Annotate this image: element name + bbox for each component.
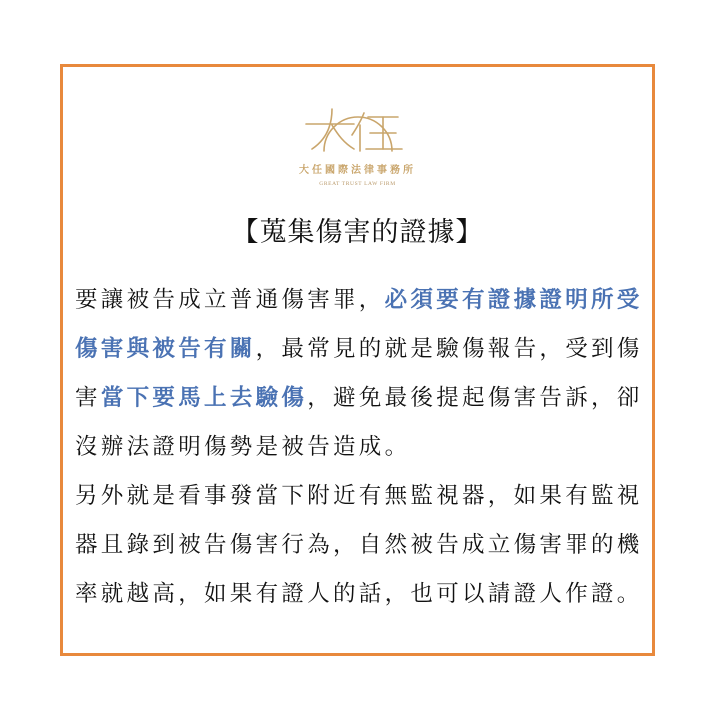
firm-name-chinese: 大任國際法律事務所 — [299, 165, 416, 176]
paragraph-text: ，避免最後提起傷害告訴，卻沒辦法證明傷勢是被告造成。 — [75, 385, 643, 460]
firm-logo — [63, 89, 652, 187]
highlight-text: 當下要馬上去驗傷 — [100, 385, 308, 411]
paragraph-text: 要讓被告成立普通傷害罪， — [75, 287, 385, 313]
great-trust-logo-icon — [302, 89, 414, 159]
firm-name-english: GREAT TRUST LAW FIRM — [319, 181, 396, 187]
paragraph-evidence — [75, 276, 643, 472]
paragraph-cctv-witness: 另外就是看事發當下附近有無監視器，如果有監視器且錄到被告傷害行為，自然被告成立傷害罪的機率就越高，如果有證人的話，也可以請證人作證。 — [75, 483, 643, 607]
body-text — [75, 276, 643, 619]
paragraph-text: ，最常見的就是驗傷報告，受到傷害 — [75, 336, 643, 411]
content-card — [60, 64, 655, 656]
section-heading: 【蒐集傷害的證據】 — [231, 217, 484, 248]
highlight-text: 必須要有證據證明所受傷害與被告有關 — [75, 287, 643, 362]
